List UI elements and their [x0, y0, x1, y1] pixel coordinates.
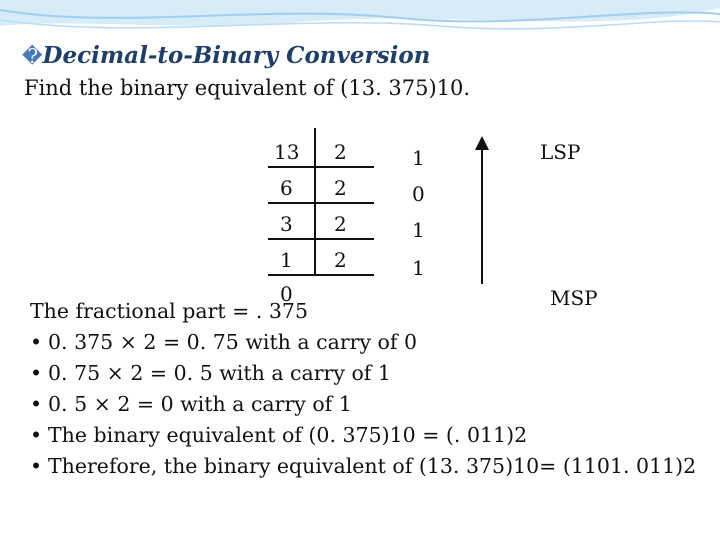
division-bar: [314, 128, 316, 274]
list-item: • Therefore, the binary equivalent of (13. 375)10= (1101. 011)2: [30, 451, 696, 482]
lsp-label: LSP: [540, 140, 581, 164]
list-item: The fractional part = . 375: [30, 299, 309, 323]
remainder: 1: [412, 146, 425, 170]
divisor: 2: [334, 248, 347, 272]
remainder: 1: [412, 256, 425, 280]
list-item: • 0. 75 × 2 = 0. 5 with a carry of 1: [30, 358, 696, 389]
up-arrow-icon: [470, 136, 494, 286]
dividend: 3: [280, 212, 293, 236]
bullet-icon: •: [30, 454, 43, 478]
remainder: 0: [412, 182, 425, 206]
bullet-icon: •: [30, 330, 43, 354]
division-rule: [268, 274, 374, 276]
division-rule: [268, 166, 374, 168]
dividend: 13: [274, 140, 300, 164]
missing-glyph-icon: �: [22, 44, 43, 68]
dividend: 6: [280, 176, 293, 200]
dividend: 0: [280, 282, 293, 306]
divisor: 2: [334, 176, 347, 200]
slide-title: [22, 42, 430, 69]
divisor: 2: [334, 212, 347, 236]
problem-statement: Find the binary equivalent of (13. 375)10.: [24, 76, 471, 100]
division-rule: [268, 202, 374, 204]
msp-label: MSP: [550, 286, 598, 310]
division-rule: [268, 238, 374, 240]
divisor: 2: [334, 140, 347, 164]
slide-title-text: Decimal-to-Binary Conversion: [42, 42, 431, 69]
bullet-icon: •: [30, 423, 43, 447]
bullet-icon: •: [30, 361, 43, 385]
list-item: • The binary equivalent of (0. 375)10 = (. 011)2: [30, 420, 696, 451]
dividend: 1: [280, 248, 293, 272]
list-item: • 0. 375 × 2 = 0. 75 with a carry of 0: [30, 327, 696, 358]
bullet-icon: •: [30, 392, 43, 416]
steps-list: [30, 296, 696, 482]
list-item: • 0. 5 × 2 = 0 with a carry of 1: [30, 389, 696, 420]
remainder: 1: [412, 218, 425, 242]
